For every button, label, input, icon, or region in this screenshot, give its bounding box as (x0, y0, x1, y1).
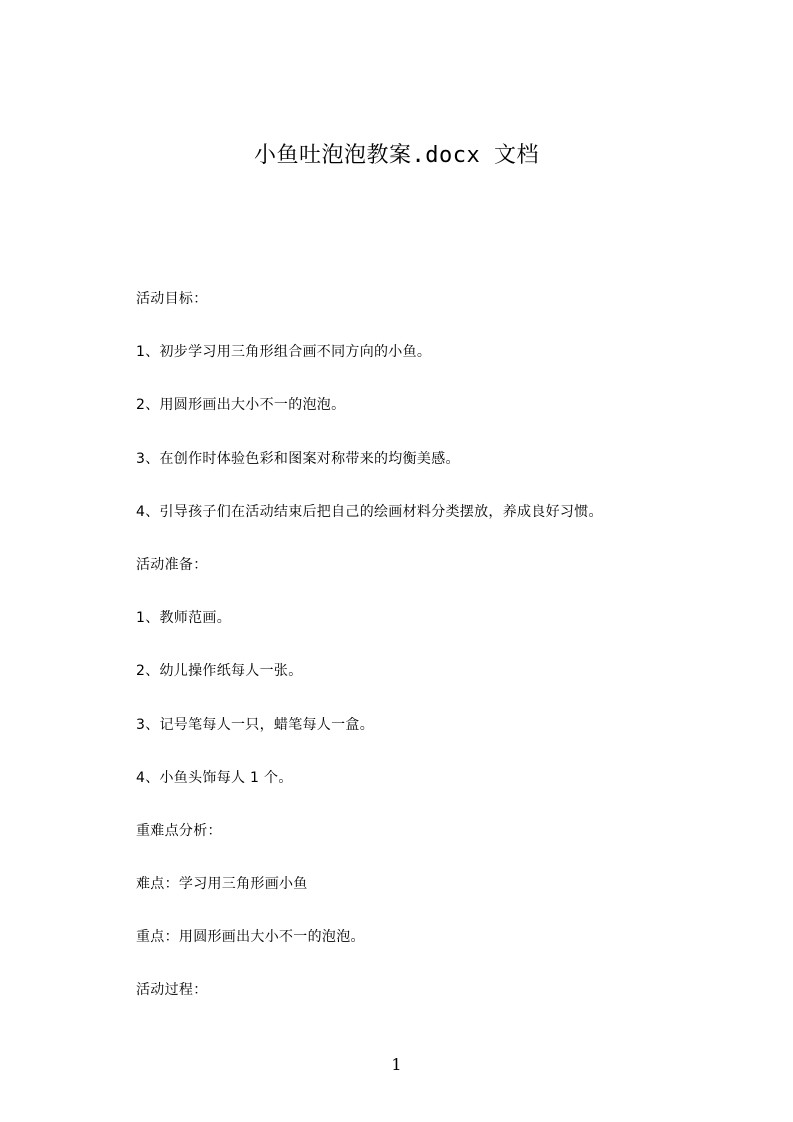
key-point: 重点：用圆形画出大小不一的泡泡。 (136, 929, 365, 946)
goal-item-1: 1、初步学习用三角形组合画不同方向的小鱼。 (136, 344, 432, 361)
preparation-item-2: 2、幼儿操作纸每人一张。 (136, 663, 303, 680)
heading-key-difficult-points: 重难点分析： (136, 822, 222, 839)
heading-activity-goals: 活动目标： (136, 291, 208, 307)
heading-activity-process: 活动过程： (136, 982, 208, 999)
preparation-item-4: 4、小鱼头饰每人 1 个。 (136, 769, 293, 786)
heading-activity-preparation: 活动准备： (136, 556, 208, 573)
goal-item-3: 3、在创作时体验色彩和图案对称带来的均衡美感。 (136, 450, 460, 467)
preparation-item-1: 1、教师范画。 (136, 610, 232, 627)
document-title: 小鱼吐泡泡教案.docx 文档 (254, 143, 539, 168)
page-number: 1 (391, 1055, 402, 1074)
difficult-point: 难点：学习用三角形画小鱼 (136, 876, 308, 893)
document-body (136, 289, 696, 1034)
goal-item-4: 4、引导孩子们在活动结束后把自己的绘画材料分类摆放，养成良好习惯。 (136, 503, 603, 520)
preparation-item-3: 3、记号笔每人一只，蜡笔每人一盒。 (136, 716, 375, 733)
goal-item-2: 2、用圆形画出大小不一的泡泡。 (136, 397, 346, 414)
